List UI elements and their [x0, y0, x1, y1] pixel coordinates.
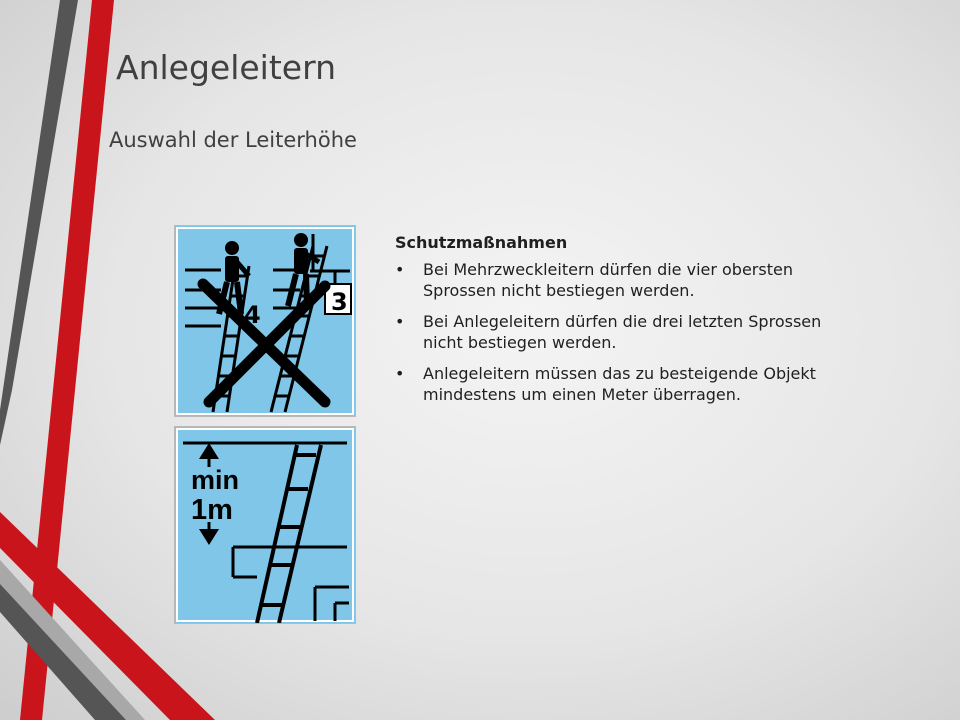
ladder-height-illustration	[174, 426, 356, 624]
slide-title: Anlegeleitern	[116, 48, 336, 87]
safety-bullet-item: • Bei Anlegeleitern dürfen die drei letzten Sprossen nicht bestiegen werden.	[395, 311, 865, 353]
safety-bullet-item: • Bei Mehrzweckleitern dürfen die vier obersten Sprossen nicht bestiegen werden.	[395, 259, 865, 301]
slide-subtitle: Auswahl der Leiterhöhe	[109, 128, 357, 152]
safety-bullet-item: • Anlegeleitern müssen das zu besteigende Objekt mindestens um einen Meter überragen.	[395, 363, 865, 405]
safety-measures-list	[395, 259, 865, 405]
rung-count-left: 4	[244, 301, 261, 329]
safety-measures-text	[395, 232, 865, 415]
ladder-height-svg	[175, 427, 355, 623]
ladder-warning-svg	[175, 226, 355, 416]
one-meter-label: 1m	[191, 494, 233, 526]
min-label: min	[191, 465, 240, 495]
safety-measures-heading: Schutzmaßnahmen	[395, 233, 568, 252]
ladder-warning-illustration	[174, 225, 356, 417]
rung-count-right: 3	[331, 288, 348, 316]
